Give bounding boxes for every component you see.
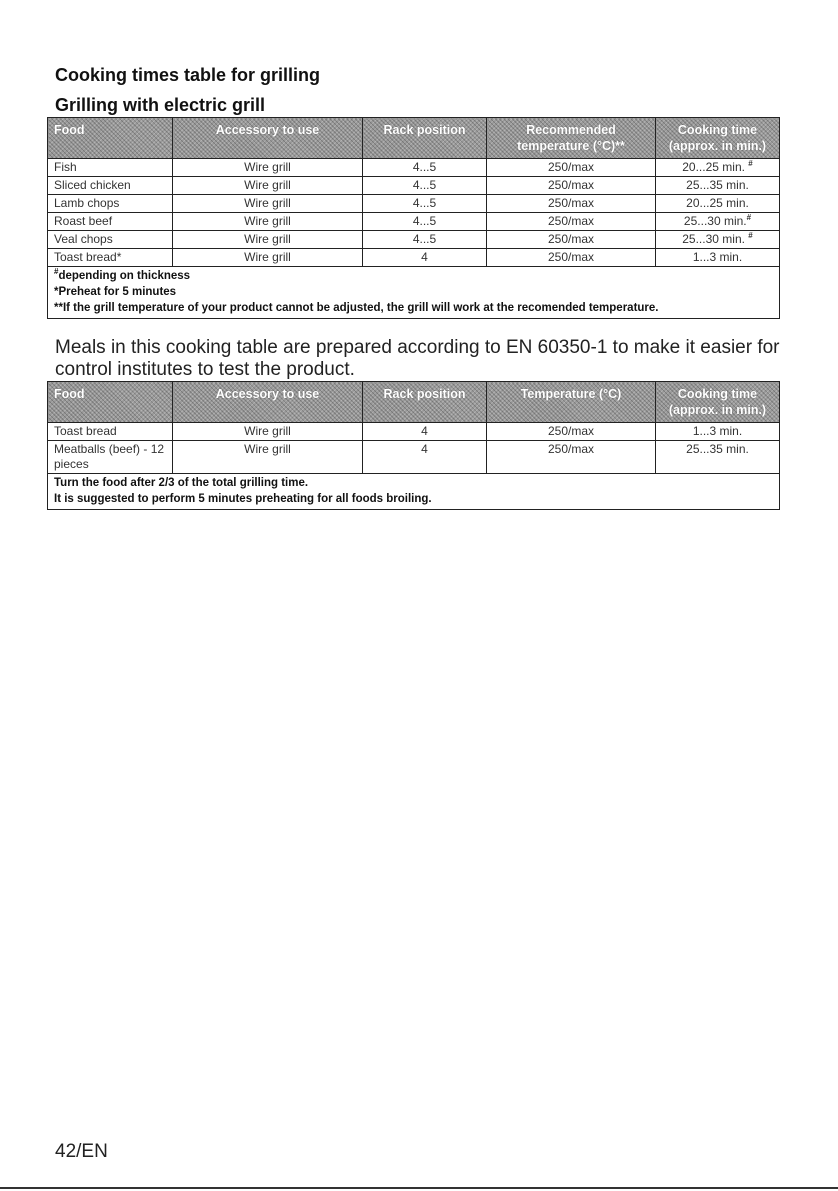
cell-temp: 250/max xyxy=(487,159,656,177)
thickness-mark: # xyxy=(748,231,753,240)
page-title: Cooking times table for grilling xyxy=(55,65,321,85)
note-thickness-text: depending on thickness xyxy=(58,270,191,282)
cell-accessory: Wire grill xyxy=(173,177,363,195)
cell-food: Fish xyxy=(48,159,173,177)
cell-temp: 250/max xyxy=(487,195,656,213)
cell-accessory: Wire grill xyxy=(173,231,363,249)
cell-temp: 250/max xyxy=(487,441,656,474)
cell-accessory: Wire grill xyxy=(173,159,363,177)
header-rack-position: Rack position xyxy=(363,382,487,423)
table-notes-row xyxy=(48,474,780,510)
cell-accessory: Wire grill xyxy=(173,249,363,267)
cell-rack: 4...5 xyxy=(363,195,487,213)
cell-food: Lamb chops xyxy=(48,195,173,213)
cell-temp: 250/max xyxy=(487,249,656,267)
note-preheating: It is suggested to perform 5 minutes preheating for all foods broiling. xyxy=(54,493,432,505)
cell-accessory: Wire grill xyxy=(173,213,363,231)
cell-time xyxy=(656,195,780,213)
note-grill-temperature: **If the grill temperature of your product cannot be adjusted, the grill will work at the recomended temperature. xyxy=(54,302,659,314)
cell-food: Meatballs (beef) - 12 pieces xyxy=(48,441,173,474)
cell-time xyxy=(656,159,780,177)
table-row xyxy=(48,195,780,213)
header-food: Food xyxy=(48,382,173,423)
table-notes-row xyxy=(48,267,780,319)
cell-accessory: Wire grill xyxy=(173,441,363,474)
cell-rack: 4...5 xyxy=(363,177,487,195)
thickness-mark: # xyxy=(748,159,753,168)
cell-time xyxy=(656,231,780,249)
header-accessory: Accessory to use xyxy=(173,118,363,159)
header-cooking-time: Cooking time (approx. in min.) xyxy=(656,382,780,423)
note-turn-food: Turn the food after 2/3 of the total grilling time. xyxy=(54,477,309,489)
header-temperature: Temperature (°C) xyxy=(487,382,656,423)
cell-accessory: Wire grill xyxy=(173,195,363,213)
table-notes xyxy=(48,267,780,319)
table-row xyxy=(48,441,780,474)
table-row xyxy=(48,249,780,267)
cell-temp: 250/max xyxy=(487,423,656,441)
table-row xyxy=(48,213,780,231)
cell-rack: 4 xyxy=(363,249,487,267)
time-value: 25...35 min. xyxy=(686,178,749,192)
cell-rack: 4...5 xyxy=(363,159,487,177)
cell-food: Toast bread* xyxy=(48,249,173,267)
header-accessory: Accessory to use xyxy=(173,382,363,423)
time-value: 20...25 min. xyxy=(682,160,745,174)
cell-rack: 4...5 xyxy=(363,231,487,249)
cell-rack: 4 xyxy=(363,441,487,474)
cell-food: Sliced chicken xyxy=(48,177,173,195)
cell-food: Toast bread xyxy=(48,423,173,441)
cell-temp: 250/max xyxy=(487,177,656,195)
cell-time xyxy=(656,177,780,195)
cell-food: Roast beef xyxy=(48,213,173,231)
cell-time xyxy=(656,213,780,231)
time-value: 25...30 min. xyxy=(683,214,747,228)
note-mark: # xyxy=(54,267,59,277)
section-heading: Grilling with electric grill xyxy=(55,95,266,115)
table-row xyxy=(48,159,780,177)
time-value: 25...30 min. xyxy=(682,232,745,246)
intro-paragraph: Meals in this cooking table are prepared according to EN 60350-1 to make it easier for control institutes to test the product. xyxy=(55,337,780,380)
cell-time: 25...35 min. xyxy=(656,441,780,474)
cell-accessory: Wire grill xyxy=(173,423,363,441)
test-cooking-table xyxy=(47,381,780,510)
table-row xyxy=(48,423,780,441)
cell-time: 1...3 min. xyxy=(656,423,780,441)
cell-rack: 4...5 xyxy=(363,213,487,231)
note-preheat: *Preheat for 5 minutes xyxy=(54,286,177,298)
table-header-row xyxy=(48,382,780,423)
header-food: Food xyxy=(48,118,173,159)
header-cooking-time: Cooking time (approx. in min.) xyxy=(656,118,780,159)
note-thickness xyxy=(54,268,773,284)
time-value: 20...25 min. xyxy=(686,196,749,210)
header-rack-position: Rack position xyxy=(363,118,487,159)
cell-temp: 250/max xyxy=(487,231,656,249)
grilling-times-table xyxy=(47,117,780,319)
time-value: 1...3 min. xyxy=(692,250,743,264)
table-header-row xyxy=(48,118,780,159)
footer-rule xyxy=(0,1187,838,1189)
cell-temp: 250/max xyxy=(487,213,656,231)
cell-food: Veal chops xyxy=(48,231,173,249)
thickness-mark: # xyxy=(746,213,752,222)
table-notes xyxy=(48,474,780,510)
header-temperature: Recommended temperature (°C)** xyxy=(487,118,656,159)
table-row xyxy=(48,231,780,249)
page-number: 42/EN xyxy=(55,1141,108,1162)
table-row xyxy=(48,177,780,195)
cell-rack: 4 xyxy=(363,423,487,441)
cell-time xyxy=(656,249,780,267)
